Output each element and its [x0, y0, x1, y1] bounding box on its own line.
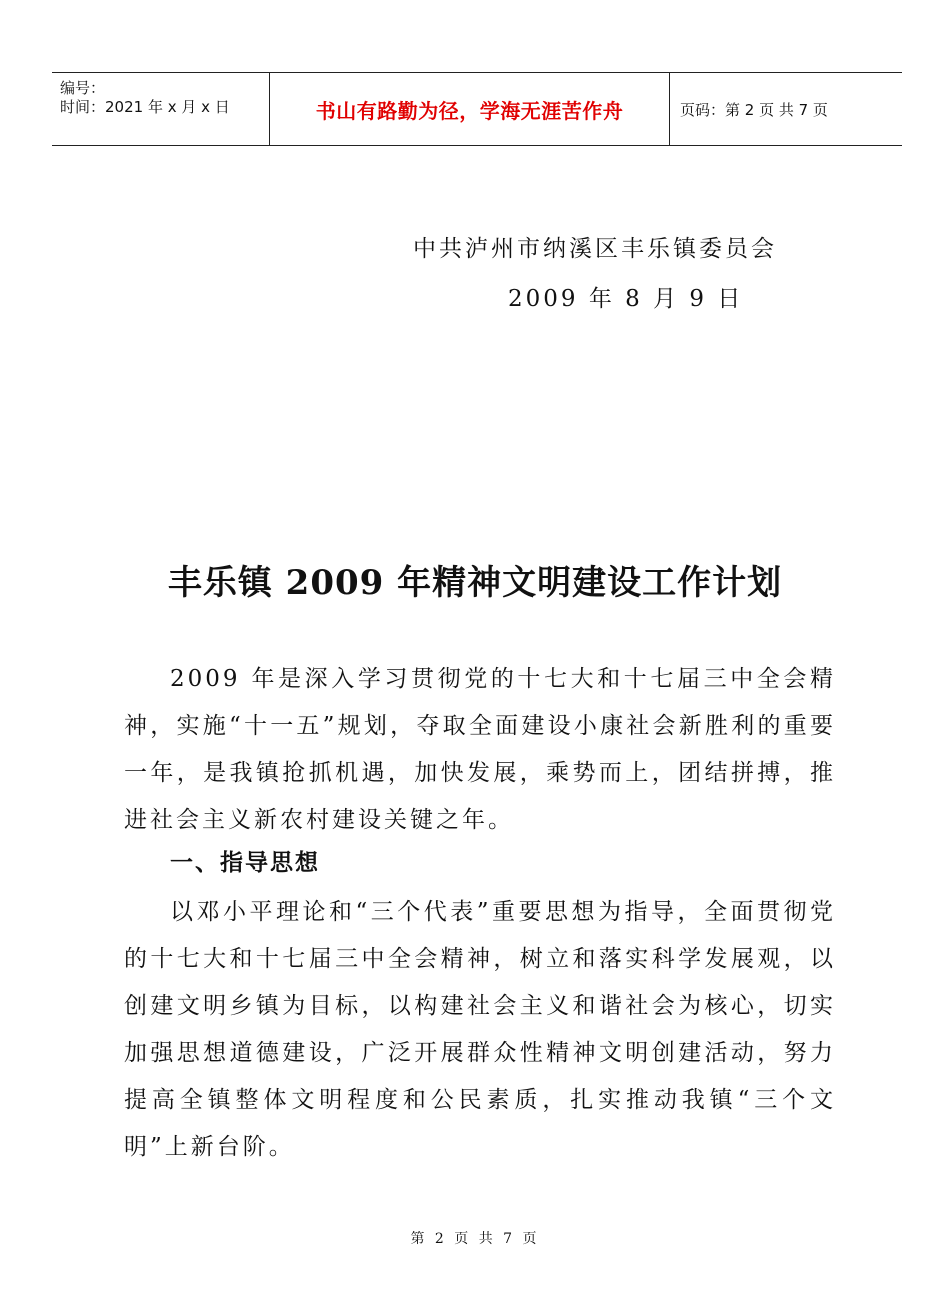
guiding-ideology-paragraph: 以邓小平理论和“三个代表”重要思想为指导，全面贯彻党的十七大和十七届三中全会精神，树立和落实科学发展观，以创建文明乡镇为目标，以构建社会主义和谐社会为核心，切实加强思想道德建设，广泛开展群众性精神文明创建活动，努力提高全镇整体文明程度和公民素质，扎实推动我镇“三个文明”上新台阶。: [124, 899, 836, 1160]
signoff-organization: 中共泸州市纳溪区丰乐镇委员会: [413, 236, 777, 262]
intro-paragraph: 2009 年是深入学习贯彻党的十七大和十七届三中全会精神，实施“十一五”规划，夺取全面建设小康社会新胜利的重要一年，是我镇抢抓机遇，加快发展，乘势而上，团结拼搏，推进社会主义新农村建设关键之年。: [124, 666, 836, 833]
serial-number-label: 编号：: [60, 79, 106, 97]
header-meta: [52, 73, 270, 145]
section-heading-guiding-ideology: 一、指导思想: [170, 850, 320, 876]
document-title: 丰乐镇 2009 年精神文明建设工作计划: [167, 563, 783, 603]
page-header: [52, 72, 902, 146]
signoff-date: 2009 年 8 月 9 日: [508, 286, 744, 312]
header-motto-cell: [270, 73, 670, 145]
header-motto: 书山有路勤为径，学海无涯苦作舟: [315, 98, 624, 123]
header-page-info-cell: [670, 73, 902, 145]
header-page-info: 页码：第 2 页 共 7 页: [680, 100, 828, 119]
page-footer: 第 2 页 共 7 页: [410, 1231, 540, 1247]
time-label: 时间：2021 年 x 月 x 日: [60, 98, 230, 116]
